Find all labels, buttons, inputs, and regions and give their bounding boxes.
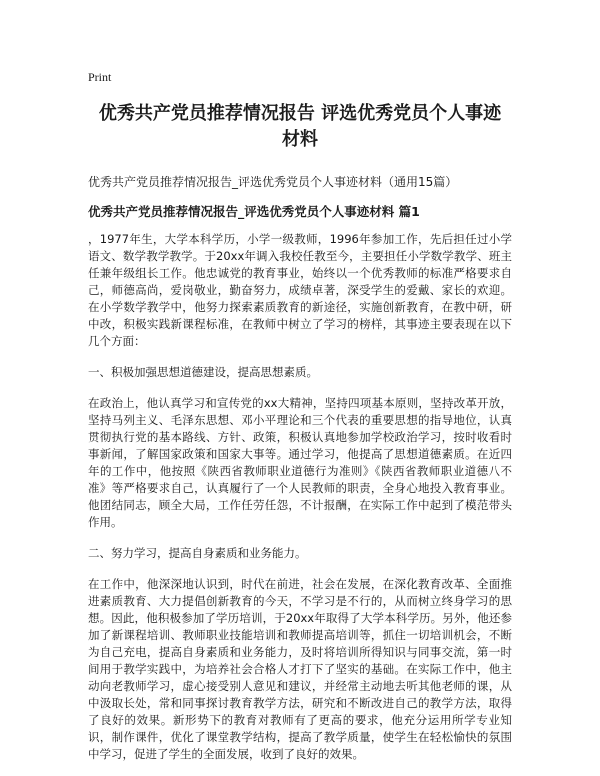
point-1-paragraph: 在政治上，他认真学习和宣传党的xx大精神，坚持四项基本原则，坚持改革开放，坚持马列主义、毛泽东思想、邓小平理论和三个代表的重要思想的指导地位，认真贯彻执行党的基本路线、方针、政策，积极认真地参加学校政治学习，按时收看时事新闻，了解国家政策和国家大事等。通过学习，他提高了思想道德素质。在近四年的工作中，他按照《陕西省教师职业道德行为准则》《陕西省教师职业道德八不准》等严格要求自己，认真履行了一个人民教师的职责，全身心地投入教育事业。他团结同志，顾全大局，工作任劳任怨，不计报酬，在实际工作中起到了模范带头作用。 [88, 396, 512, 529]
point-2-paragraph: 在工作中，他深深地认识到，时代在前进，社会在发展，在深化教育改革、全面推进素质教育、大力提倡创新教育的今天，不学习是不行的，从而树立终身学习的思想。因此，他积极参加了学历培训，于20xx年取得了大学本科学历。另外，他还参加了新课程培训、教师职业技能培训和教师提高培训等，抓住一切培训机会，不断为自己充电，提高自身素质和业务能力，及时将培训所得知识与同事交流，第一时间用于教学实践中，为培养社会合格人才打下了坚实的基础。在实际工作中，他主动向老教师学习，虚心接受别人意见和建议，并经常主动地去听其他老师的课，从中汲取长处，常和同事探讨教育教学方法，研究和不断改进自己的教学方法，取得了良好的效果。新形势下的教育对教师有了更高的要求，他充分运用所学专业知识，制作课件，优化了课堂教学结构，提高了教学质量，使学生在轻松愉快的氛围中学习，促进了学生的全面发展，收到了良好的效果。 [88, 577, 512, 761]
document-subtitle: 优秀共产党员推荐情况报告_评选优秀党员个人事迹材料（通用15篇） [88, 175, 458, 189]
intro-paragraph: ，1977年生，大学本科学历，小学一级教师，1996年参加工作，先后担任过小学语文、数学教学教学。于20xx年调入我校任教至今，主要担任小学数学教学、班主任兼年级组长工作。他忠诚党的教育事业，始终以一个优秀教师的标准严格要求自己，师德高尚，爱岗敬业，勤奋努力，成绩卓著，深受学生的爱戴、家长的欢迎。在小学数学教学中，他努力探索素质教育的新途径，实施创新教育，在教中研，研中改，积极实践新课程标准，在教师中树立了学习的榜样，其事迹主要表现在以下几个方面： [88, 232, 512, 348]
point-2-heading: 二、努力学习，提高自身素质和业务能力。 [88, 546, 307, 560]
document-title: 优秀共产党员推荐情况报告 评选优秀党员个人事迹材料 [98, 103, 502, 150]
print-link[interactable]: Print [88, 70, 112, 84]
point-1-heading: 一、积极加强思想道德建设，提高思想素质。 [88, 365, 318, 379]
section-heading: 优秀共产党员推荐情况报告_评选优秀党员个人事迹材料 篇1 [88, 204, 420, 219]
